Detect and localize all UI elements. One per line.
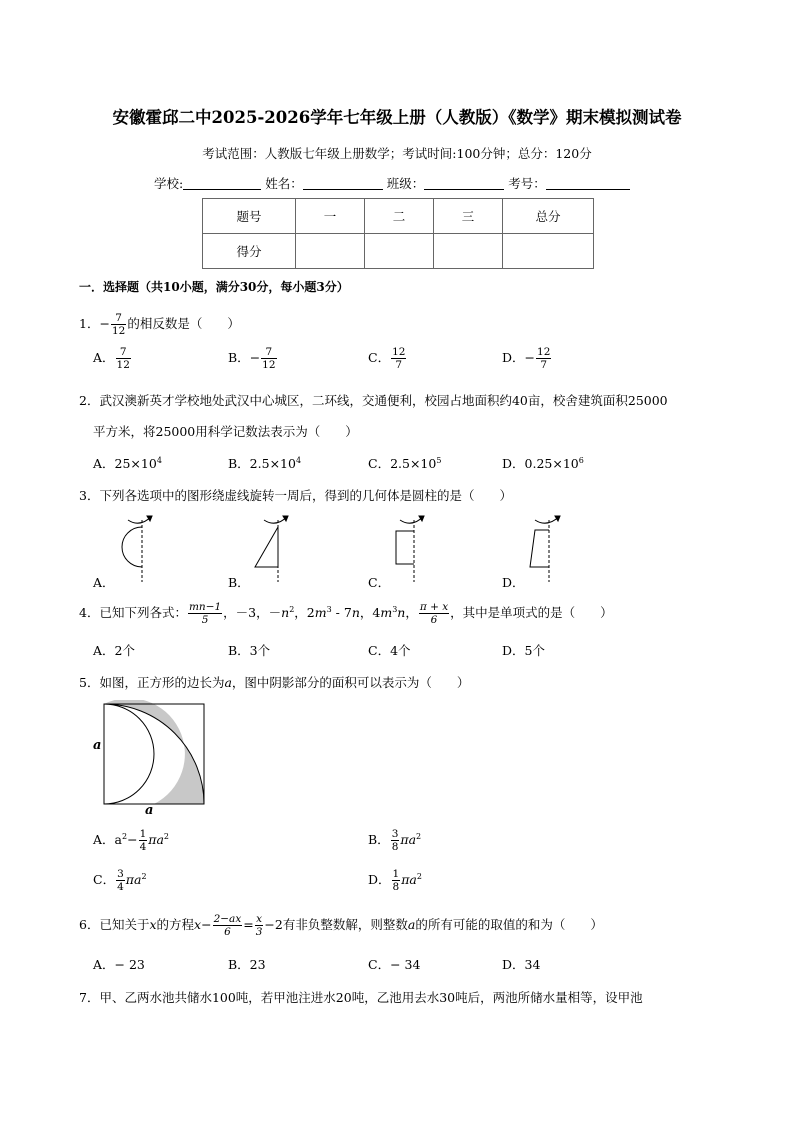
q5-option-c[interactable]: C． $\frac{3}{4}$ $\pi a^2$ <box>93 868 147 893</box>
score-header-cell: 总分 <box>503 199 594 234</box>
question-4: 4．已知下列各式： $\frac{mn-1}{5}$ ，－3，$-n^2$，$2m^3 - 7n$，$4m^3n$， $\frac{\pi + x}{6}$ ，其中是单项式的是（ ） <box>79 601 613 626</box>
q5-option-d[interactable]: D． $\frac{1}{8}$ $\pi a^2$ <box>368 868 422 893</box>
q1-option-b[interactable]: B．− $\frac{7}{12}$ <box>228 346 276 371</box>
number-label: 考号： <box>508 176 546 191</box>
q1-text: 的相反数是（ ） <box>127 316 240 331</box>
q6-option-a[interactable]: A．− 23 <box>93 957 145 972</box>
q3-option-c[interactable]: C． <box>368 575 391 590</box>
score-header-cell: 一 <box>296 199 365 234</box>
q6-option-c[interactable]: C．− 34 <box>368 957 421 972</box>
q1-option-d[interactable]: D．− $\frac{12}{7}$ <box>502 346 551 371</box>
question-5: 5．如图，正方形的边长为a，图中阴影部分的面积可以表示为（ ） <box>79 675 470 690</box>
q5-option-b[interactable]: B． $\frac{3}{8}$ $\pi a^2$ <box>368 828 422 853</box>
q3-figure-d[interactable] <box>530 516 560 582</box>
q1-minus: − <box>99 316 110 331</box>
q2-option-d[interactable]: D．$0.25\times 10^6$ <box>502 455 584 471</box>
q2-option-b[interactable]: B．$2.5\times 10^4$ <box>228 455 302 471</box>
score-header-cell: 三 <box>434 199 503 234</box>
score-header-cell: 二 <box>365 199 434 234</box>
page-title: 安徽霍邱二中2025-2026学年七年级上册（人教版）《数学》期末模拟测试卷 <box>112 108 682 127</box>
q3-option-b[interactable]: B． <box>228 575 250 590</box>
q3-option-d[interactable]: D． <box>502 575 525 590</box>
q5-square-figure <box>90 700 210 820</box>
q5-side-label-left: a <box>93 738 102 753</box>
q6-option-b[interactable]: B．23 <box>228 957 266 972</box>
class-label: 班级： <box>386 176 425 191</box>
school-label: 学校: <box>154 176 184 191</box>
question-2-line-1: 2．武汉澳新英才学校地处武汉中心城区，二环线，交通便利，校园占地面积约40亩，校舍建筑面积25000 <box>79 393 668 408</box>
question-3: 3．下列各选项中的图形绕虚线旋转一周后，得到的几何体是圆柱的是（ ） <box>79 488 512 503</box>
question-7: 7．甲、乙两水池共储水100吨，若甲池注进水20吨，乙池用去水30吨后，两池所储水量相等，设甲池 <box>79 990 643 1005</box>
q5-side-label-bottom: a <box>145 803 154 818</box>
q6-option-d[interactable]: D．34 <box>502 957 541 972</box>
question-2-line-2: 平方米，将25000用科学记数法表示为（ ） <box>93 424 358 439</box>
q3-figure-c[interactable] <box>396 516 424 582</box>
q3-figure-b[interactable] <box>255 516 288 582</box>
name-label: 姓名： <box>265 176 303 191</box>
q2-option-a[interactable]: A．$25\times 10^4$ <box>93 455 162 471</box>
q3-figure-a[interactable] <box>122 516 152 582</box>
q1-fraction: $\frac{7}{12}$ <box>111 312 126 337</box>
q1-option-c[interactable]: C． $\frac{12}{7}$ <box>368 346 406 371</box>
q4-option-b[interactable]: B．3个 <box>228 643 271 658</box>
question-6: 6．已知关于x的方程x− $\frac{2-ax}{6}$ = $\frac{x}{3}$ −2有非负整数解，则整数a的所有可能的取值的和为（ ） <box>79 913 603 938</box>
q3-option-a[interactable]: A． <box>93 575 115 590</box>
score-header-cell: 题号 <box>203 199 296 234</box>
q1-number: 1． <box>79 316 100 331</box>
q4-option-d[interactable]: D．5个 <box>502 643 545 658</box>
q2-option-c[interactable]: C．$2.5\times 10^5$ <box>368 455 442 471</box>
q4-option-a[interactable]: A．2个 <box>93 643 135 658</box>
section-heading: 一．选择题（共10小题，满分30分，每小题3分） <box>79 280 349 294</box>
q5-option-a[interactable]: A．$a^2-$ $\frac{1}{4}$ $\pi a^2$ <box>93 828 170 853</box>
exam-info: 考试范围：人教版七年级上册数学；考试时间:100分钟；总分：120分 <box>202 146 592 161</box>
q1-option-a[interactable]: A． $\frac{7}{12}$ <box>93 346 130 371</box>
q4-option-c[interactable]: C．4个 <box>368 643 411 658</box>
score-row-label: 得分 <box>203 234 296 269</box>
